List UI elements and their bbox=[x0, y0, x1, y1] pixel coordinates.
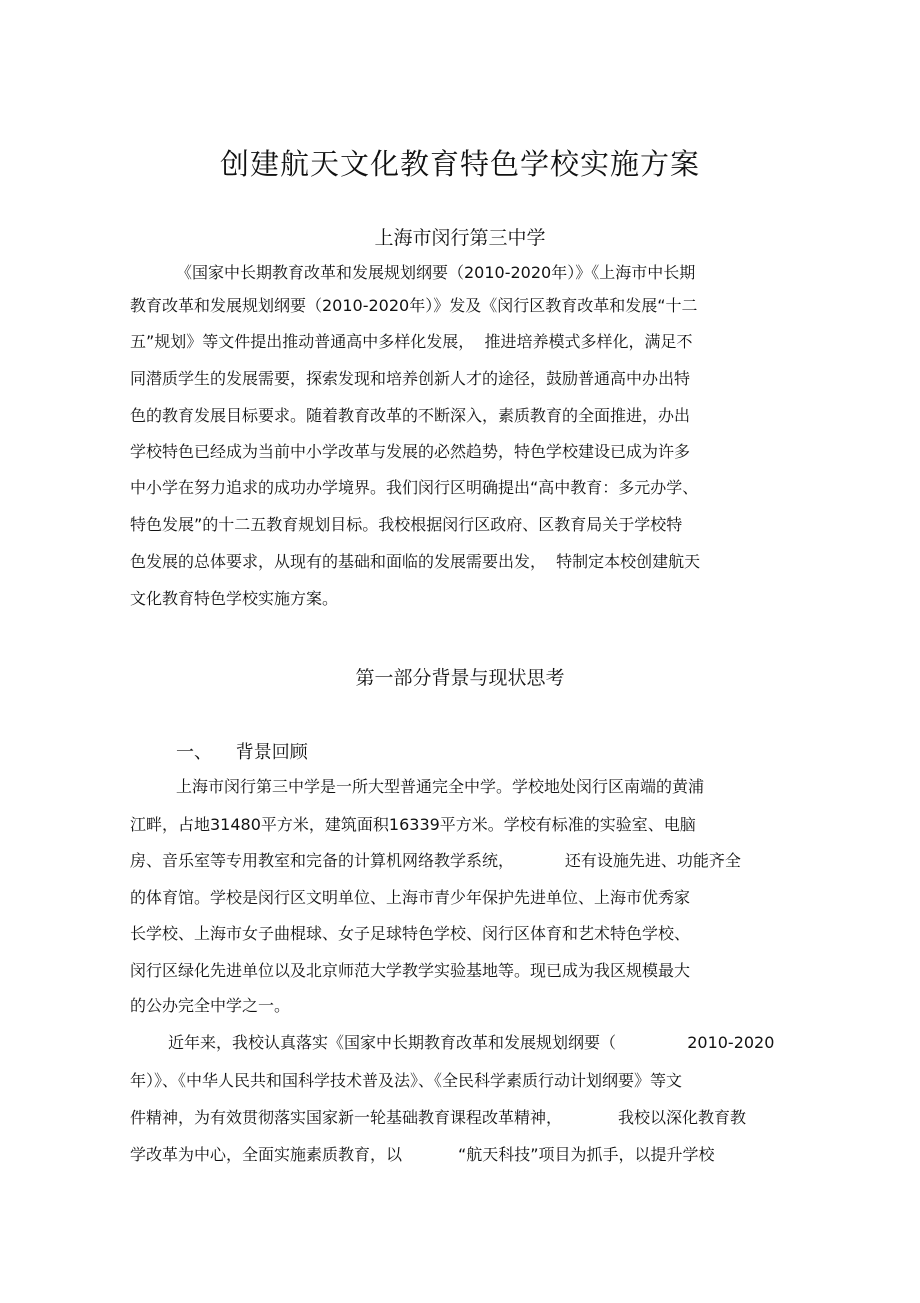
text-line: 五”规划》等文件提出推动普通高中多样化发展， 推进培养模式多样化，满足不 bbox=[130, 332, 693, 351]
school-name: 上海市闵行第三中学 bbox=[374, 227, 546, 249]
subsection-number: 一、 bbox=[176, 742, 212, 763]
text-line: 上海市闵行第三中学是一所大型普通完全中学。学校地处闵行区南端的黄浦 bbox=[176, 777, 705, 796]
text-line: 闵行区绿化先进单位以及北京师范大学教学实验基地等。现已成为我区规模最大 bbox=[130, 961, 691, 980]
document-title: 创建航天文化教育特色学校实施方案 bbox=[219, 147, 700, 181]
text-line: 近年来，我校认真落实《国家中长期教育改革和发展规划纲要（ 2010-2020 bbox=[168, 1033, 775, 1052]
text-line: 色发展的总体要求，从现有的基础和面临的发展需要出发， 特制定本校创建航天 bbox=[130, 552, 701, 571]
text-line: 《国家中长期教育改革和发展规划纲要（2010-2020年）》《上海市中长期 bbox=[176, 263, 696, 282]
text-line: 的体育馆。学校是闵行区文明单位、上海市青少年保护先进单位、上海市优秀家 bbox=[130, 888, 691, 907]
text-line: 中小学在努力追求的成功办学境界。我们闵行区明确提出“高中教育：多元办学、 bbox=[130, 478, 699, 497]
text-line: 学校特色已经成为当前中小学改革与发展的必然趋势，特色学校建设已成为许多 bbox=[130, 442, 691, 461]
section-heading: 第一部分背景与现状思考 bbox=[355, 667, 565, 689]
text-line: 件精神，为有效贯彻落实国家新一轮基础教育课程改革精神， 我校以深化教育教 bbox=[130, 1108, 746, 1127]
text-line: 学改革为中心，全面实施素质教育，以 “航天科技”项目为抓手，以提升学校 bbox=[130, 1145, 715, 1164]
subsection-heading bbox=[176, 740, 308, 766]
text-line: 文化教育特色学校实施方案。 bbox=[130, 589, 339, 608]
text-line: 同潜质学生的发展需要，探索发现和培养创新人才的途径，鼓励普通高中办出特 bbox=[130, 369, 691, 388]
text-line: 的公办完全中学之一。 bbox=[130, 996, 291, 1015]
text-line: 教育改革和发展规划纲要（2010-2020年）》发及《闵行区教育改革和发展“十二 bbox=[130, 296, 698, 315]
text-line: 长学校、上海市女子曲棍球、女子足球特色学校、闵行区体育和艺术特色学校、 bbox=[130, 924, 691, 943]
text-line: 年）》、《中华人民共和国科学技术普及法》、《全民科学素质行动计划纲要》等文 bbox=[130, 1071, 683, 1090]
text-line: 江畔，占地31480平方米，建筑面积16339平方米。学校有标准的实验室、电脑 bbox=[130, 815, 696, 834]
text-line: 房、音乐室等专用教室和完备的计算机网络教学系统， 还有设施先进、功能齐全 bbox=[130, 851, 741, 870]
subsection-title: 背景回顾 bbox=[235, 742, 308, 763]
text-line: 特色发展”的十二五教育规划目标。我校根据闵行区政府、区教育局关于学校特 bbox=[130, 515, 683, 534]
text-line: 色的教育发展目标要求。随着教育改革的不断深入，素质教育的全面推进，办出 bbox=[130, 406, 691, 425]
